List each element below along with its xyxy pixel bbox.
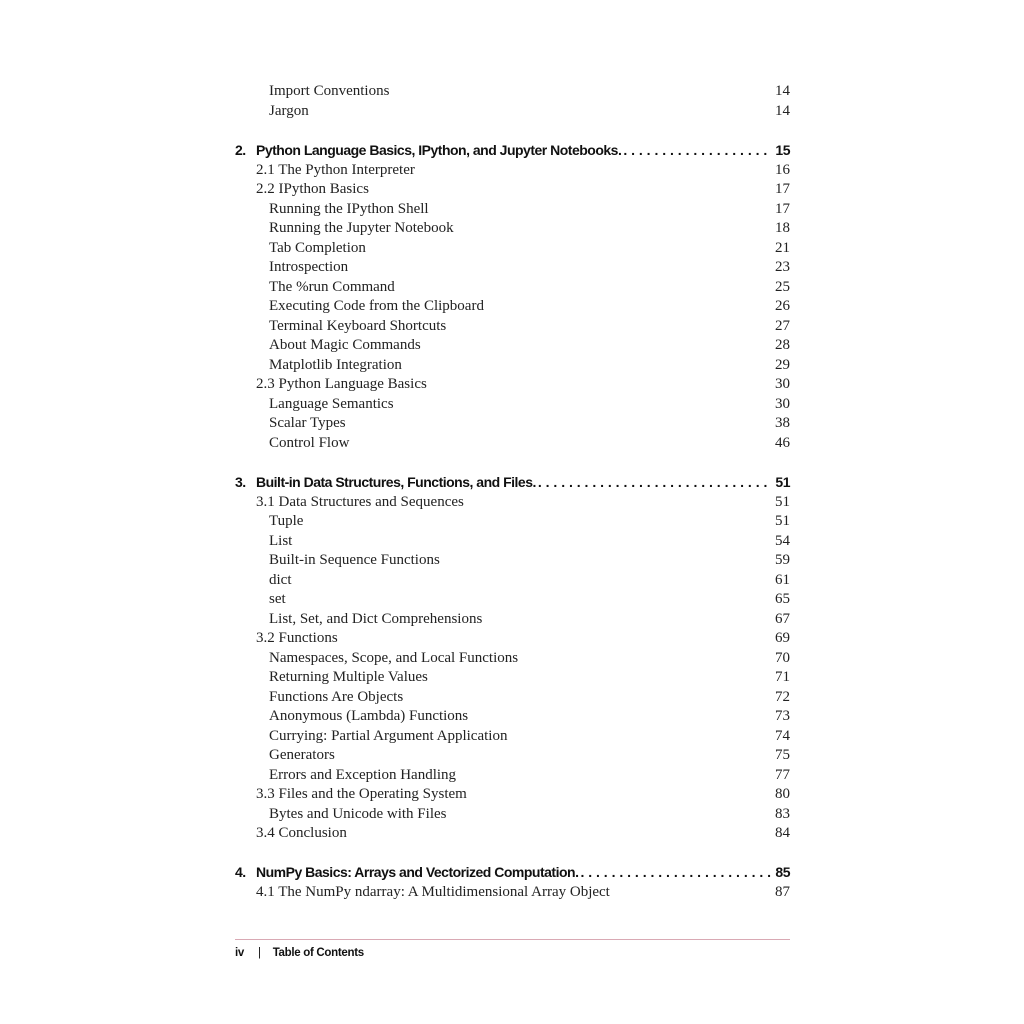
entry-page: 30 <box>775 395 790 412</box>
entry-page: 27 <box>775 317 790 334</box>
entry-title: Currying: Partial Argument Application <box>269 727 508 744</box>
entry-title: Generators <box>269 747 335 763</box>
toc-subsection-entry[interactable] <box>235 766 790 786</box>
entry-page: 67 <box>775 610 790 627</box>
toc-subsection-entry[interactable] <box>235 571 790 591</box>
entry-page: 26 <box>775 298 790 314</box>
entry-title: Control Flow <box>269 434 350 451</box>
toc-subsection-entry[interactable] <box>235 688 790 708</box>
toc-subsection-entry[interactable] <box>235 219 790 239</box>
entry-title: Bytes and Unicode with Files <box>269 805 447 822</box>
entry-page: 87 <box>775 884 790 900</box>
entry-title: Running the Jupyter Notebook <box>269 220 454 236</box>
entry-page: 70 <box>775 649 790 666</box>
toc-subsection-entry[interactable] <box>235 707 790 727</box>
toc-section-entry[interactable] <box>235 161 790 181</box>
toc-subsection-entry[interactable] <box>235 258 790 278</box>
entry-title: Tuple <box>269 513 304 529</box>
table-of-contents <box>235 82 790 903</box>
toc-subsection-entry[interactable] <box>235 239 790 259</box>
entry-page: 73 <box>775 708 790 724</box>
entry-title: 3.1 Data Structures and Sequences <box>256 493 464 510</box>
dot-leader <box>623 140 771 161</box>
entry-title: 3.3 Files and the Operating System <box>256 786 467 802</box>
toc-subsection-entry[interactable] <box>235 805 790 825</box>
entry-page: 61 <box>775 571 790 588</box>
entry-page: 25 <box>775 278 790 295</box>
entry-page: 65 <box>775 591 790 607</box>
entry-title: 3.2 Functions <box>256 630 338 646</box>
footer-section-title: Table of Contents <box>272 947 364 959</box>
page-footer <box>235 945 364 961</box>
entry-page: 28 <box>775 337 790 353</box>
entry-title: List <box>269 532 293 549</box>
entry-title: Python Language Basics, IPython, and Jupyter Notebooks. <box>256 141 622 158</box>
entry-page: 17 <box>775 181 790 197</box>
entry-page: 21 <box>775 239 790 256</box>
entry-page: 75 <box>775 747 790 763</box>
entry-title: 4.1 The NumPy ndarray: A Multidimensional Array Object <box>256 884 610 900</box>
entry-page: 46 <box>775 434 790 451</box>
entry-page: 71 <box>775 669 790 685</box>
toc-section-entry[interactable] <box>235 375 790 395</box>
toc-section-entry[interactable] <box>235 883 790 903</box>
entry-page: 85 <box>775 864 790 880</box>
entry-page: 18 <box>775 220 790 236</box>
entry-page: 84 <box>775 825 790 841</box>
entry-page: 14 <box>775 83 790 99</box>
entry-title: Jargon <box>269 102 309 119</box>
entry-page: 72 <box>775 688 790 705</box>
toc-section-entry[interactable] <box>235 824 790 844</box>
toc-chapter-entry[interactable] <box>235 472 790 493</box>
toc-subsection-entry[interactable] <box>235 551 790 571</box>
entry-page: 77 <box>775 766 790 783</box>
entry-title: set <box>269 591 286 607</box>
entry-title: Import Conventions <box>269 83 390 99</box>
toc-subsection-entry[interactable] <box>235 610 790 630</box>
toc-subsection-entry[interactable] <box>235 434 790 454</box>
entry-title: Anonymous (Lambda) Functions <box>269 708 469 724</box>
toc-subsection-entry[interactable] <box>235 668 790 688</box>
entry-title: List, Set, and Dict Comprehensions <box>269 610 483 627</box>
entry-title: dict <box>269 571 292 588</box>
toc-section-entry[interactable] <box>235 493 790 513</box>
toc-subsection-entry[interactable] <box>235 395 790 415</box>
entry-title: Terminal Keyboard Shortcuts <box>269 317 447 334</box>
toc-subsection-entry[interactable] <box>235 414 790 434</box>
entry-page: 16 <box>775 161 790 178</box>
dot-leader <box>580 862 771 883</box>
toc-subsection-entry[interactable] <box>235 200 790 220</box>
entry-page: 59 <box>775 552 790 568</box>
entry-page: 80 <box>775 786 790 802</box>
entry-title: 3.4 Conclusion <box>256 825 347 841</box>
footer-rule <box>235 939 790 940</box>
entry-title: About Magic Commands <box>269 337 421 353</box>
entry-page: 83 <box>775 805 790 822</box>
toc-subsection-entry[interactable] <box>235 102 790 122</box>
entry-page: 74 <box>775 727 790 744</box>
toc-subsection-entry[interactable] <box>235 297 790 317</box>
entry-page: 51 <box>775 473 790 490</box>
chapter-number: 4. <box>235 864 246 880</box>
entry-page: 29 <box>775 356 790 373</box>
chapter-number: 3. <box>235 473 246 490</box>
entry-title: Executing Code from the Clipboard <box>269 298 484 314</box>
toc-chapter-entry[interactable] <box>235 140 790 161</box>
toc-subsection-entry[interactable] <box>235 649 790 669</box>
toc-subsection-entry[interactable] <box>235 317 790 337</box>
entry-title: Scalar Types <box>269 415 346 431</box>
entry-page: 30 <box>775 376 790 392</box>
toc-subsection-entry[interactable] <box>235 590 790 610</box>
entry-title: Matplotlib Integration <box>269 356 402 373</box>
entry-page: 51 <box>775 513 790 529</box>
toc-subsection-entry[interactable] <box>235 746 790 766</box>
entry-title: NumPy Basics: Arrays and Vectorized Computation. <box>256 864 579 880</box>
entry-title: Built-in Data Structures, Functions, and Files. <box>256 473 536 490</box>
toc-section-entry[interactable] <box>235 629 790 649</box>
entry-page: 15 <box>775 141 790 158</box>
entry-page: 69 <box>775 630 790 646</box>
toc-subsection-entry[interactable] <box>235 512 790 532</box>
entry-title: Built-in Sequence Functions <box>269 552 440 568</box>
entry-title: 2.2 IPython Basics <box>256 181 369 197</box>
toc-subsection-entry[interactable] <box>235 727 790 747</box>
entry-title: Running the IPython Shell <box>269 200 429 217</box>
toc-subsection-entry[interactable] <box>235 278 790 298</box>
entry-page: 38 <box>775 415 790 431</box>
entry-page: 17 <box>775 200 790 217</box>
toc-subsection-entry[interactable] <box>235 532 790 552</box>
entry-title: 2.3 Python Language Basics <box>256 376 427 392</box>
entry-title: Introspection <box>269 259 349 275</box>
entry-page: 51 <box>775 493 790 510</box>
entry-title: Returning Multiple Values <box>269 669 428 685</box>
entry-title: Tab Completion <box>269 239 366 256</box>
entry-title: 2.1 The Python Interpreter <box>256 161 415 178</box>
entry-title: Functions Are Objects <box>269 688 404 705</box>
chapter-number: 2. <box>235 141 246 158</box>
toc-subsection-entry[interactable] <box>235 82 790 102</box>
entry-page: 54 <box>775 532 790 549</box>
dot-leader <box>538 472 772 493</box>
footer-page-number: iv <box>235 947 244 959</box>
toc-subsection-entry[interactable] <box>235 336 790 356</box>
entry-title: The %run Command <box>269 278 395 295</box>
entry-title: Errors and Exception Handling <box>269 766 457 783</box>
entry-title: Namespaces, Scope, and Local Functions <box>269 649 519 666</box>
toc-chapter-entry[interactable] <box>235 862 790 883</box>
footer-separator: | <box>258 947 261 959</box>
toc-subsection-entry[interactable] <box>235 356 790 376</box>
toc-section-entry[interactable] <box>235 180 790 200</box>
entry-title: Language Semantics <box>269 395 394 412</box>
entry-page: 14 <box>775 102 790 119</box>
toc-section-entry[interactable] <box>235 785 790 805</box>
entry-page: 23 <box>775 259 790 275</box>
